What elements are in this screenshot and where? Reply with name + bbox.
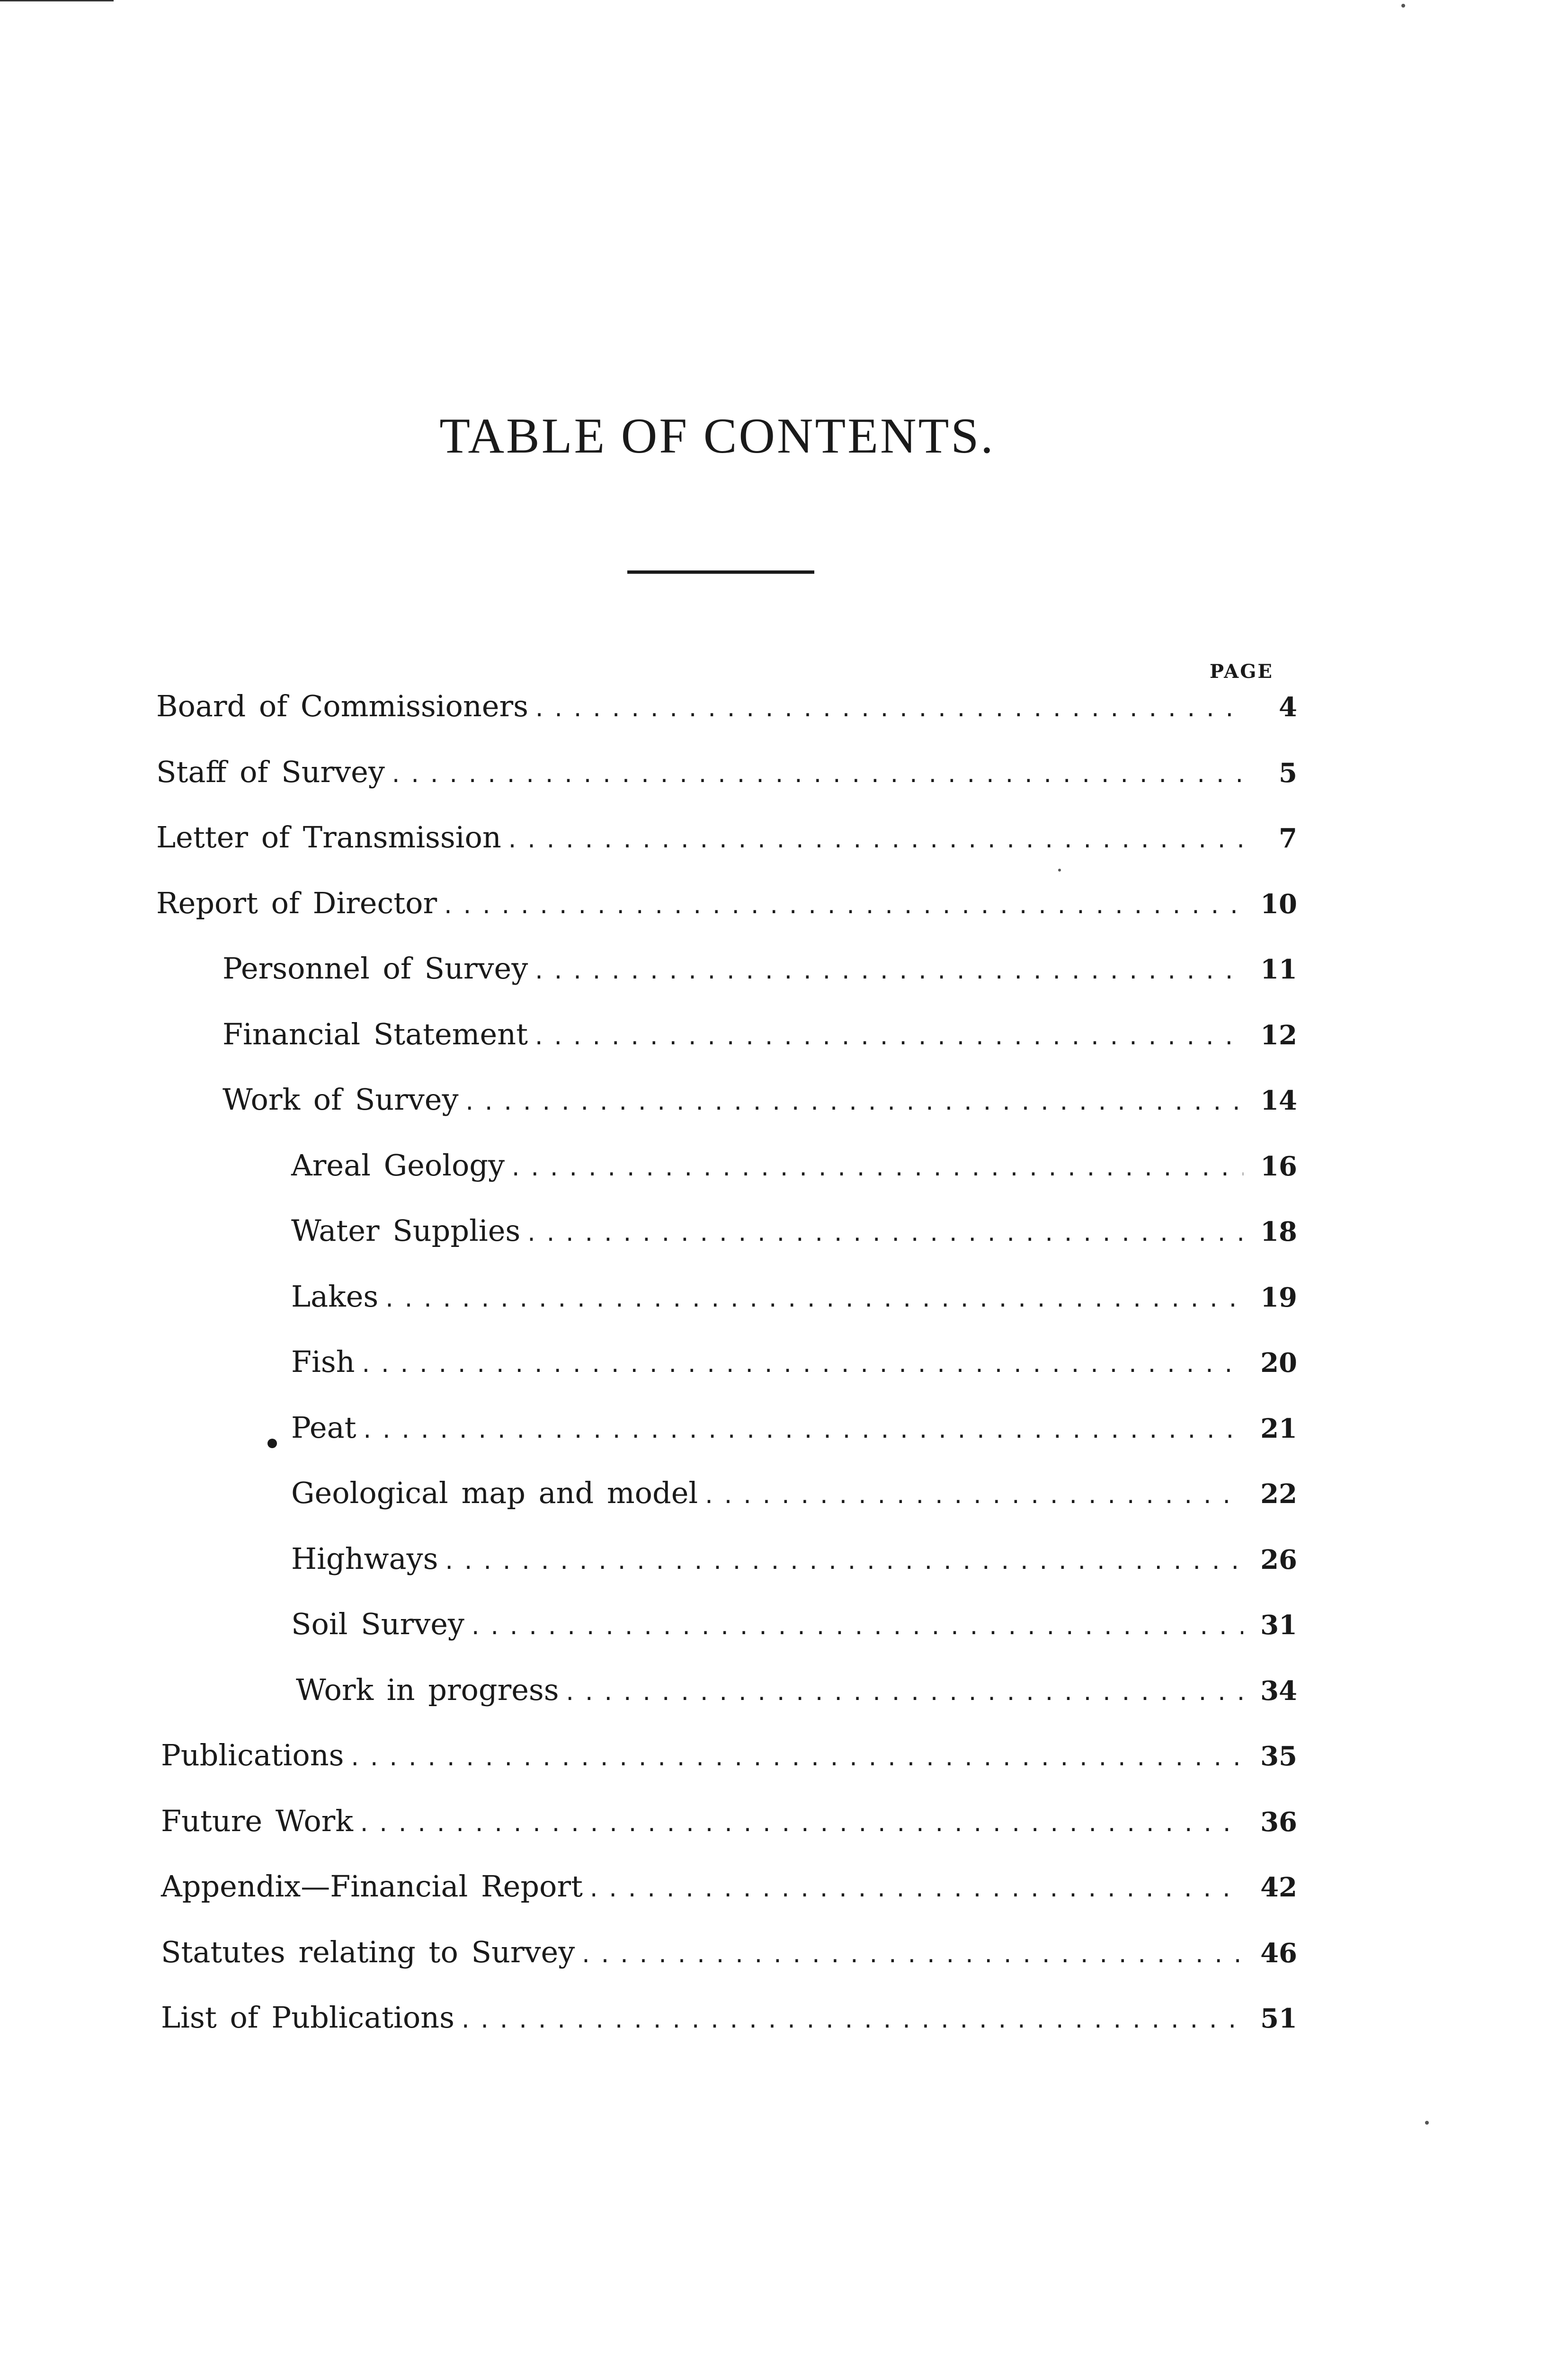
toc-entry-page-number: 31: [1260, 1610, 1297, 1641]
toc-entry-page-number: 51: [1260, 2003, 1297, 2034]
dot-leader: [469, 1615, 1243, 1639]
toc-entry-page-number: 12: [1260, 1019, 1297, 1051]
toc-entry-label: Publications: [161, 1738, 344, 1772]
title-divider: [627, 570, 814, 574]
toc-entry: [291, 1344, 1297, 1392]
dot-leader: [506, 828, 1243, 853]
dot-leader: [588, 1878, 1243, 1902]
toc-entry-label: Lakes: [291, 1279, 379, 1314]
bullet-mark: [267, 1439, 277, 1448]
toc-entry: [161, 1738, 1297, 1785]
toc-entry-label: Future Work: [161, 1803, 353, 1838]
scan-speck: [1425, 2121, 1429, 2125]
toc-entry-page-number: 19: [1260, 1281, 1297, 1313]
dot-leader: [390, 763, 1243, 787]
toc-entry-page-number: 18: [1260, 1216, 1297, 1247]
dot-leader: [459, 2009, 1243, 2033]
toc-entry-label: Fish: [291, 1344, 355, 1379]
scan-speck: [1058, 869, 1061, 872]
toc-entry-page-number: 10: [1260, 888, 1297, 920]
toc-entry-label: Letter of Transmission: [156, 820, 501, 854]
toc-entry-label: Highways: [291, 1541, 438, 1576]
toc-entry: [223, 951, 1297, 998]
dot-leader: [525, 1222, 1243, 1246]
toc-entry: [291, 1148, 1297, 1195]
toc-entry-page-number: 4: [1279, 692, 1297, 723]
toc-entry-page-number: 42: [1260, 1872, 1297, 1903]
toc-entry-page-number: 46: [1260, 1937, 1297, 1969]
toc-entry: [291, 1607, 1297, 1654]
toc-entry-label: Personnel of Survey: [223, 951, 528, 986]
toc-entry-label: Statutes relating to Survey: [161, 1934, 575, 1969]
dot-leader: [533, 960, 1243, 984]
toc-entry: [291, 1541, 1297, 1589]
dot-leader: [533, 1025, 1243, 1050]
page-column-heading: PAGE: [1210, 660, 1274, 683]
toc-entry-label: Financial Statement: [223, 1016, 528, 1051]
toc-entry-page-number: 16: [1260, 1150, 1297, 1182]
toc-entry: [156, 820, 1297, 867]
scan-speck: [1401, 4, 1405, 8]
toc-entry-page-number: 22: [1260, 1478, 1297, 1510]
toc-entry-page-number: 5: [1279, 757, 1297, 789]
toc-entry-label: Areal Geology: [291, 1148, 505, 1183]
toc-entry-label: Geological map and model: [291, 1476, 698, 1510]
dot-leader: [703, 1484, 1243, 1508]
toc-entry: [223, 1082, 1297, 1130]
toc-entry-page-number: 20: [1260, 1347, 1297, 1379]
toc-entry-page-number: 26: [1260, 1544, 1297, 1575]
dot-leader: [579, 1943, 1243, 1967]
toc-entry: [156, 886, 1297, 933]
toc-entry-label: Soil Survey: [291, 1607, 464, 1641]
dot-leader: [358, 1812, 1243, 1836]
toc-entry: [161, 1869, 1297, 1916]
toc-entry: [291, 1279, 1297, 1326]
dot-leader: [361, 1419, 1243, 1443]
toc-entry: [291, 1476, 1297, 1523]
toc-entry: [223, 1017, 1297, 1064]
toc-entry: [156, 755, 1297, 802]
toc-entry-label: Peat: [291, 1410, 356, 1445]
dot-leader: [443, 1550, 1243, 1574]
toc-entry: [291, 1213, 1297, 1261]
toc-entry-page-number: 35: [1260, 1741, 1297, 1772]
toc-entry-label: Staff of Survey: [156, 754, 385, 789]
toc-entry-page-number: 34: [1260, 1675, 1297, 1707]
toc-entry-label: Work of Survey: [223, 1082, 459, 1117]
toc-entry: [161, 2000, 1297, 2047]
toc-entry: [296, 1673, 1297, 1720]
dot-leader: [360, 1353, 1243, 1377]
toc-entry-label: List of Publications: [161, 2000, 454, 2035]
toc-entry: [161, 1935, 1297, 1982]
toc-entry-label: Work in progress: [296, 1672, 559, 1707]
dot-leader: [533, 697, 1243, 721]
toc-entry-label: Board of Commissioners: [156, 689, 528, 723]
dot-leader: [349, 1746, 1243, 1771]
toc-entry-label: Water Supplies: [291, 1213, 521, 1248]
toc-entry: [161, 1804, 1297, 1851]
toc-entry-page-number: 36: [1260, 1806, 1297, 1838]
toc-entry-label: Report of Director: [156, 885, 437, 920]
toc-entry: [291, 1410, 1297, 1458]
dot-leader: [463, 1091, 1243, 1115]
dot-leader: [383, 1288, 1243, 1312]
toc-entry-label: Appendix—Financial Report: [161, 1869, 583, 1904]
toc-entry-page-number: 11: [1260, 954, 1297, 985]
top-edge-rule: [0, 0, 114, 1]
page-title: TABLE OF CONTENTS.: [439, 408, 995, 463]
toc-entry-page-number: 14: [1260, 1085, 1297, 1116]
dot-leader: [442, 894, 1243, 918]
toc-entry-page-number: 7: [1279, 823, 1297, 854]
dot-leader: [564, 1681, 1243, 1705]
dot-leader: [509, 1157, 1243, 1181]
toc-entry-page-number: 21: [1260, 1413, 1297, 1444]
toc-entry: [156, 689, 1297, 736]
